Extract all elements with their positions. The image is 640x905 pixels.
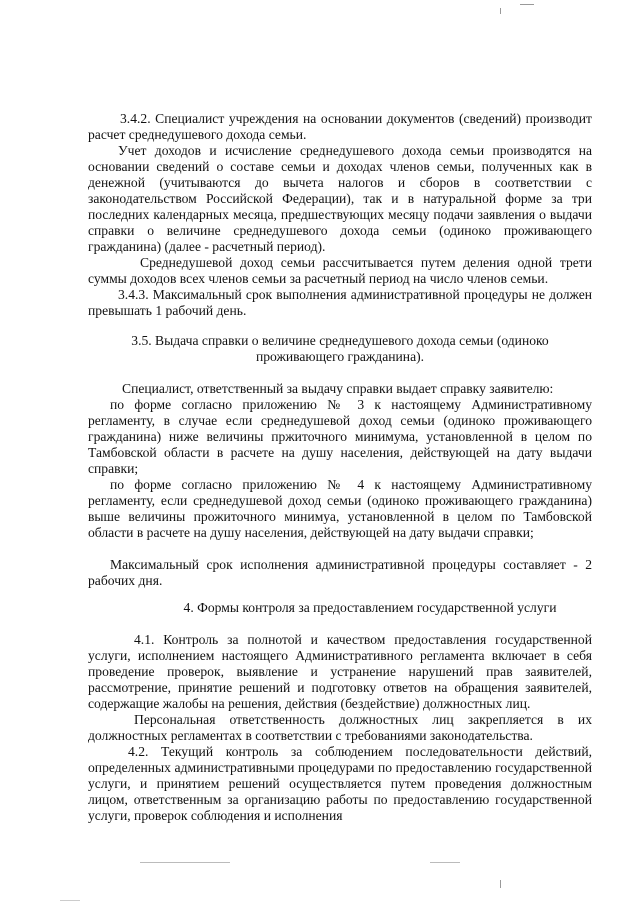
paragraph-form-4: по форме согласно приложению № 4 к настоящему Административному регламенту, если среднедушевой доход семьи (одиноко проживающего гражданина) выше величины прожиточного минимуа, установленной в целом по Тамбовской области в расчете на душу населения, действующей на дату выдачи справки;	[88, 477, 592, 540]
paragraph-4-2: 4.2. Текущий контроль за соблюдением последовательности действий, определенных административными процедурами по предоставлению государственной услуги, и принятием решений осуществляется путем проведения должностным лицом, ответственным за организацию работы по предоставлению государственной услуги, проверок соблюдения и исполнения	[88, 744, 592, 823]
paragraph-specialist: Специалист, ответственный за выдачу справки выдает справку заявителю:	[122, 381, 554, 396]
paragraph-4-1: 4.1. Контроль за полнотой и качеством предоставления государственной услуги, исполнением настоящего Административного регламента включает в себя проведение проверок, выявление и устранение нарушений прав заявителей, рассмотрение, принятие решений и подготовку ответов на обращения заявителей, содержащие жалобы на решения, действия (бездействие) должностных лиц.	[88, 632, 592, 711]
paragraph-3-4-3: 3.4.3. Максимальный срок выполнения административной процедуры не должен превышать 1 рабочий день.	[88, 287, 592, 318]
paragraph-personal-responsibility: Персональная ответственность должностных лиц закрепляется в их должностных регламентах в соответствии с требованиями законодательства.	[88, 712, 592, 743]
scan-mark-top	[500, 8, 501, 14]
scan-mark-bottom-corner	[60, 900, 80, 901]
paragraph-deadline: Максимальный срок исполнения административной процедуры составляет - 2 рабочих дня.	[88, 557, 592, 588]
scan-mark-top-right	[520, 4, 534, 5]
paragraph-form-3: по форме согласно приложению № 3 к настоящему Административному регламенту, в случае если среднедушевой доход семьи (одиноко проживающего гражданина) ниже величины пржиточного минимума, установленной в целом по Тамбовской области в расчете на душу населения, действующей на дату выдачи справки;	[88, 397, 592, 476]
scan-mark-bottom-tick	[500, 880, 501, 888]
paragraph-income-accounting: Учет доходов и исчисление среднедушевого дохода семьи производятся на основании сведений о составе семьи и доходах членов семьи, полученных как в денежной (учитываются до вычета налогов и сборов в соответствии с законодательством Российской Федерации), так и в натуральной форме за три последних календарных месяца, предшествующих месяцу подачи заявления о выдачи справки о величине среднедушевого дохода семьи (одиноко проживающего гражданина) (далее - расчетный период).	[88, 143, 592, 254]
scan-mark-bottom-left	[140, 862, 230, 863]
heading-3-5: 3.5. Выдача справки о величине среднедушевого дохода семьи (одиноко проживающего гражданина).	[131, 333, 549, 364]
paragraph-3-4-2: 3.4.2. Специалист учреждения на основании документов (сведений) производит расчет среднедушевого дохода семьи.	[88, 111, 592, 142]
scan-mark-bottom-right	[430, 862, 460, 863]
heading-4: 4. Формы контроля за предоставлением государственной услуги	[183, 600, 557, 615]
paragraph-income-calculation: Среднедушевой доход семьи рассчитывается путем деления одной трети суммы доходов всех членов семьи за расчетный период на число членов семьи.	[88, 255, 592, 286]
